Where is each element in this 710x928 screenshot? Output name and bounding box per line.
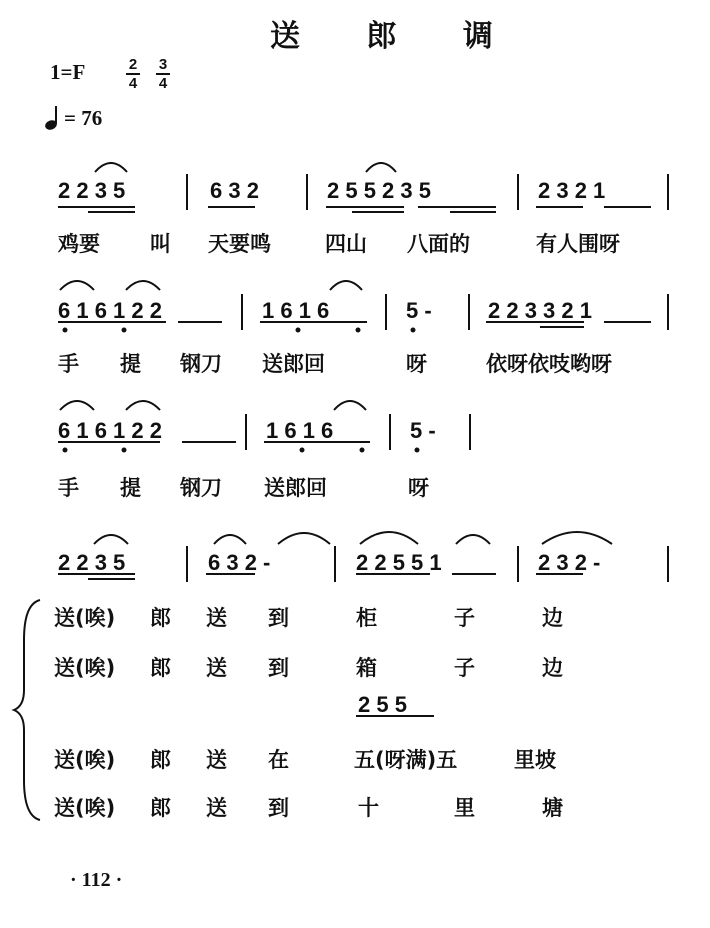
verse-2-word: 子 bbox=[454, 656, 475, 680]
octave-dot bbox=[122, 328, 127, 333]
lyric-1-6: 有人围呀 bbox=[536, 232, 620, 256]
lyric-1-4: 四山 bbox=[325, 232, 367, 256]
verse-3-word: 郎 bbox=[150, 748, 171, 772]
verse-2-word: 送 bbox=[206, 656, 227, 680]
lyric-1-5: 八面的 bbox=[407, 232, 470, 256]
verse-2-word: 送(唉) bbox=[54, 656, 116, 680]
measure-4-3: 2 2 5 5 1 bbox=[356, 550, 442, 575]
time-signature-3-4: $\frac{3}{4}$ bbox=[156, 57, 170, 91]
octave-dot bbox=[122, 448, 127, 453]
verse-4-word: 十 bbox=[358, 796, 379, 820]
slur bbox=[126, 401, 160, 410]
lyric-1-3: 天要鸣 bbox=[208, 232, 271, 256]
lyric-2-2: 提 bbox=[120, 352, 141, 376]
verse-1-word: 边 bbox=[542, 606, 563, 630]
measure-3-3: 5 - bbox=[410, 418, 436, 443]
octave-dot bbox=[411, 328, 416, 333]
slur bbox=[542, 532, 612, 544]
verse-4-word: 里 bbox=[454, 796, 475, 820]
verse-4-word: 塘 bbox=[542, 796, 563, 820]
lyric-1-1: 鸡要 bbox=[58, 232, 100, 256]
verse-brace bbox=[14, 600, 40, 820]
verse-1-word: 送(唉) bbox=[54, 606, 116, 630]
octave-dot bbox=[63, 328, 68, 333]
measure-2-1: 6 1 6 1 2 2 bbox=[58, 298, 162, 323]
verse-4-word: 送(唉) bbox=[54, 796, 116, 820]
octave-dot bbox=[296, 328, 301, 333]
octave-dot bbox=[63, 448, 68, 453]
slur bbox=[95, 163, 127, 172]
slur bbox=[278, 533, 330, 544]
lyric-2-3: 钢刀 bbox=[180, 352, 222, 376]
verse-2-word: 箱 bbox=[356, 656, 377, 680]
measure-1-1: 2 2 3 5 bbox=[58, 178, 126, 203]
verse-1-word: 柜 bbox=[356, 606, 377, 630]
verse-1-word: 到 bbox=[268, 606, 289, 630]
slur bbox=[126, 281, 160, 290]
lyric-3-3: 钢刀 bbox=[180, 476, 222, 500]
verse-2-word: 郎 bbox=[150, 656, 171, 680]
song-title: 送 郎 调 bbox=[270, 19, 521, 54]
slur bbox=[334, 401, 366, 410]
octave-dot bbox=[415, 448, 420, 453]
measure-4-4: 2 3 2 - bbox=[538, 550, 601, 575]
verse-3-word: 在 bbox=[268, 748, 289, 772]
slur bbox=[360, 532, 418, 544]
slur bbox=[60, 401, 94, 410]
octave-dot bbox=[360, 448, 365, 453]
verse-4-word: 送 bbox=[206, 796, 227, 820]
lyric-2-6: 依呀依吱哟呀 bbox=[486, 352, 612, 376]
tempo-marking: = 76 bbox=[64, 106, 103, 130]
alternate-notation: 2 5 5 bbox=[358, 692, 407, 717]
verse-4-word: 到 bbox=[268, 796, 289, 820]
octave-dot bbox=[300, 448, 305, 453]
lyric-2-5: 呀 bbox=[406, 352, 427, 376]
measure-1-3: 2 5 5 2 3 5 bbox=[327, 178, 431, 203]
slur bbox=[94, 535, 128, 544]
verse-4-word: 郎 bbox=[150, 796, 171, 820]
slur bbox=[214, 535, 246, 544]
measure-2-2: 1 6 1 6 bbox=[262, 298, 330, 323]
verse-1-word: 子 bbox=[454, 606, 475, 630]
slur bbox=[366, 163, 396, 172]
page-number: · 112 · bbox=[70, 869, 123, 891]
verse-1-word: 郎 bbox=[150, 606, 171, 630]
measure-1-2: 6 3 2 bbox=[210, 178, 259, 203]
octave-dot bbox=[356, 328, 361, 333]
verse-3-word: 里坡 bbox=[514, 748, 556, 772]
slur bbox=[60, 281, 94, 290]
verse-3-word: 送(唉) bbox=[54, 748, 116, 772]
verse-3-word: 五(呀满)五 bbox=[354, 748, 458, 772]
lyric-3-4: 送郎回 bbox=[264, 476, 327, 500]
measure-3-1: 6 1 6 1 2 2 bbox=[58, 418, 162, 443]
slur bbox=[456, 535, 490, 544]
lyric-3-5: 呀 bbox=[408, 476, 429, 500]
lyric-1-2: 叫 bbox=[150, 232, 171, 256]
lyric-2-4: 送郎回 bbox=[262, 352, 325, 376]
key-signature: 1=F bbox=[50, 60, 86, 84]
verse-3-word: 送 bbox=[206, 748, 227, 772]
measure-3-2: 1 6 1 6 bbox=[266, 418, 334, 443]
measure-2-4: 2 2 3 3 2 1 bbox=[488, 298, 592, 323]
measure-4-2: 6 3 2 - bbox=[208, 550, 271, 575]
slur bbox=[330, 281, 362, 290]
lyric-2-1: 手 bbox=[58, 352, 79, 376]
time-signature-2-4: $\frac{2}{4}$ bbox=[126, 57, 140, 91]
measure-4-1: 2 2 3 5 bbox=[58, 550, 126, 575]
lyric-3-1: 手 bbox=[58, 476, 79, 500]
verse-1-word: 送 bbox=[206, 606, 227, 630]
measure-1-4: 2 3 2 1 bbox=[538, 178, 606, 203]
measure-2-3: 5 - bbox=[406, 298, 432, 323]
verse-2-word: 到 bbox=[268, 656, 289, 680]
lyric-3-2: 提 bbox=[120, 476, 141, 500]
verse-2-word: 边 bbox=[542, 656, 563, 680]
